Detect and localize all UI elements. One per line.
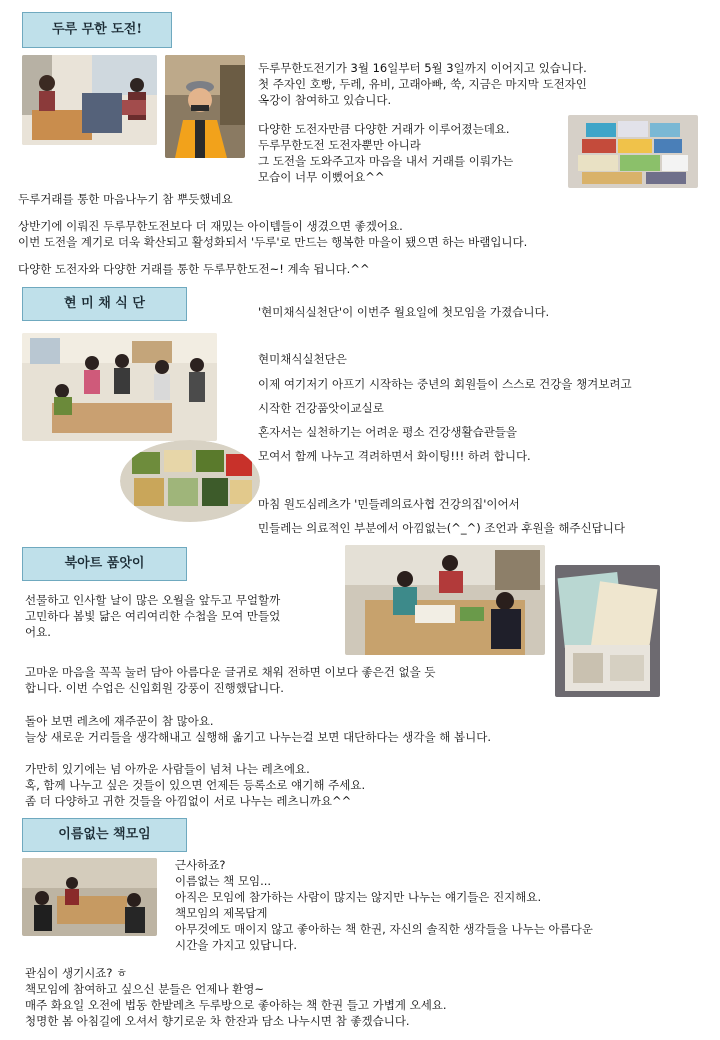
text-line: 시작한 건강품앗이교실로	[258, 401, 384, 415]
text-line: 상반기에 이뤄진 두루무한도전보다 더 재밌는 아이템들이 생겼으면 좋겠어요.	[18, 219, 403, 233]
text-line: 이름없는 책 모임...	[175, 874, 272, 888]
text-line: 민들레는 의료적인 부분에서 아낌없는(^_^) 조언과 후원을 해주신답니다	[258, 521, 625, 535]
text-line: 어요.	[25, 625, 51, 639]
text-line: 두루무한도전기가 3월 16일부터 5월 3일까지 이어지고 있습니다.	[258, 61, 587, 75]
text-line: 시간을 가지고 있답니다.	[175, 938, 298, 952]
text-line: 가만히 있기에는 넘 아까운 사람들이 넘쳐 나는 레츠에요.	[25, 762, 310, 776]
text-line: 합니다. 이번 수업은 신입회원 강풍이 진행했답니다.	[25, 681, 284, 695]
text-line: 고마운 마음을 꼭꼭 눌러 담아 아름다운 글귀로 채워 전하면 이보다 좋은건 없을 듯	[25, 665, 436, 679]
text-line: 늘상 새로운 거리들을 생각해내고 실행해 옮기고 나누는걸 보면 대단하다는 생각을 해 봅니다.	[25, 730, 492, 744]
text-line: 책모임의 제목답게	[175, 906, 268, 920]
text-line: 모습이 너무 이뻤어요^^	[258, 170, 385, 184]
photo-group-meeting	[22, 333, 217, 441]
photo-music-room	[22, 55, 157, 145]
text-line: 좀 더 다양하고 귀한 것들을 아낌없이 서로 나누는 레츠니까요^^	[25, 794, 352, 808]
text-line: 매주 화요일 오전에 법동 한밭레츠 두루방으로 좋아하는 책 한권 들고 가볍게 오세요.	[25, 998, 447, 1012]
text-line: 관심이 생기시죠? ㅎ	[25, 966, 128, 980]
photo-book-art-class	[345, 545, 545, 655]
text-line: 옥강이 참여하고 있습니다.	[258, 93, 392, 107]
text-line: 돌아 보면 레츠에 재주꾼이 참 많아요.	[25, 714, 214, 728]
text-line: 선물하고 인사할 날이 많은 오월을 앞두고 무얼할까	[25, 593, 281, 607]
text-line: 고민하다 봄빛 닮은 여리여리한 수첩을 모여 만들었	[25, 609, 281, 623]
section-title-book-club: 이름없는 책모임	[22, 818, 187, 852]
photo-notebooks	[555, 565, 660, 697]
text-line: 근사하죠?	[175, 858, 226, 872]
text-line: 혹, 함께 나누고 싶은 것들이 있으면 언제든 등록소로 얘기해 주세요.	[25, 778, 366, 792]
text-line: 이번 도전을 계기로 더욱 확산되고 활성화되서 '두루'로 만드는 행복한 마을이 됐으면 하는 바램입니다.	[18, 235, 528, 249]
text-line: 마침 원도심레츠가 '민들레의료사협 건강의집'이어서	[258, 497, 520, 511]
text-line: 청명한 봄 아침길에 오셔서 향기로운 차 한잔과 담소 나누시면 참 좋겠습니다.	[25, 1014, 410, 1028]
section2-paragraph-1: '현미채식실천단'이 이번주 월요일에 첫모임을 가졌습니다.	[258, 305, 550, 319]
section-title-book-art: 북아트 품앗이	[22, 547, 187, 581]
text-line: 그 도전을 도와주고자 마음을 내서 거래를 이뤄가는	[258, 154, 514, 168]
text-line: 다양한 도전자만큼 다양한 거래가 이루어졌는데요.	[258, 122, 510, 136]
text-line: 현미채식실천단은	[258, 352, 347, 366]
section1-paragraph-5: 다양한 도전자와 다양한 거래를 통한 두루무한도전~! 계속 됩니다.^^	[18, 262, 370, 276]
text-line: 첫 주자인 호빵, 두레, 유비, 고래아빠, 쑥, 지금은 마지막 도전자인	[258, 77, 587, 91]
text-line: 혼자서는 실천하기는 어려운 평소 건강생활습관들을	[258, 425, 518, 439]
section1-paragraph-3: 두루거래를 통한 마음나누기 참 뿌듯했네요	[18, 192, 233, 206]
text-line: 모여서 함께 나누고 격려하면서 화이팅!!! 하려 합니다.	[258, 449, 531, 463]
photo-book-club	[22, 858, 157, 936]
section-title-brown-rice: 현 미 채 식 단	[22, 287, 187, 321]
photo-man-with-hat	[165, 55, 245, 158]
photo-trade-items	[568, 115, 698, 188]
text-line: 아무것에도 매이지 않고 좋아하는 책 한권, 자신의 솔직한 생각들을 나누는 아름다운	[175, 922, 593, 936]
text-line: 아직은 모임에 참가하는 사람이 많지는 않지만 나누는 얘기들은 진지해요.	[175, 890, 542, 904]
section-title-duru: 두루 무한 도전!	[22, 12, 172, 48]
text-line: 이제 여기저기 아프기 시작하는 중년의 회원들이 스스로 건강을 챙겨보려고	[258, 377, 632, 391]
text-line: 책모임에 참여하고 싶으신 분들은 언제나 환영~	[25, 982, 264, 996]
photo-food-trays	[120, 440, 260, 522]
text-line: 두루무한도전 도전자뿐만 아니라	[258, 138, 421, 152]
